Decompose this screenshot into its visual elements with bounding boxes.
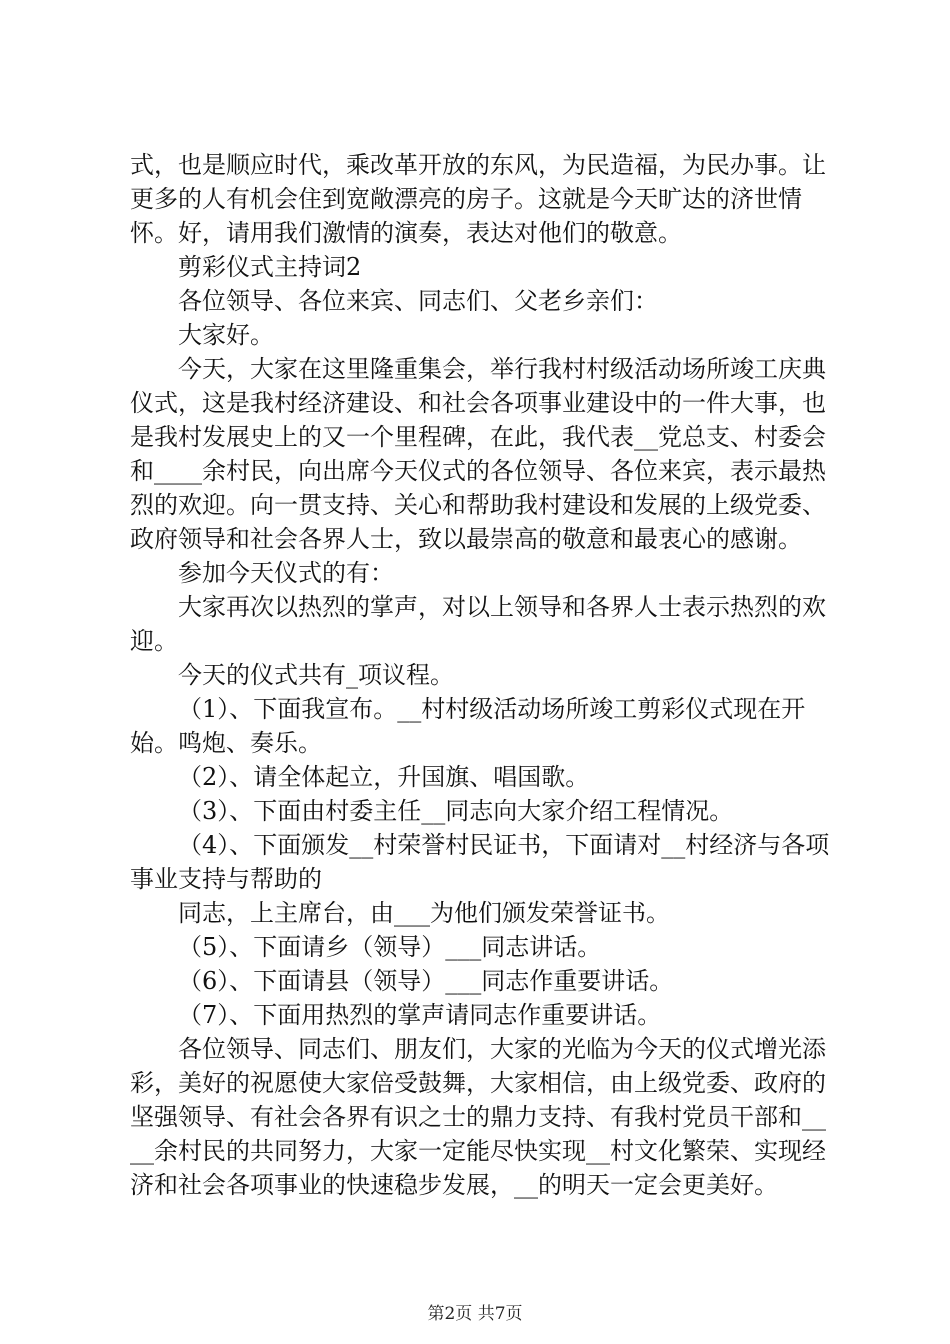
paragraph-applause: 大家再次以热烈的掌声，对以上领导和各界人士表示热烈的欢迎。 (130, 593, 826, 655)
agenda-item-4-continued: 同志，上主席台，由___为他们颁发荣誉证书。 (178, 899, 670, 927)
agenda-item-4: （4）、下面颁发__村荣誉村民证书，下面请对__村经济与各项事业支持与帮助的 (130, 831, 830, 893)
agenda-item-1: （1）、下面我宣布。__村村级活动场所竣工剪彩仪式现在开始。鸣炮、奏乐。 (130, 695, 806, 757)
agenda-item-5: （5）、下面请乡（领导）___同志讲话。 (178, 933, 602, 961)
page-number-footer: 第2页 共7页 (427, 1304, 523, 1324)
paragraph-opening-speech: 今天，大家在这里隆重集会，举行我村村级活动场所竣工庆典仪式，这是我村经济建设、和社会各项事业建设中的一件大事，也是我村发展史上的又一个里程碑，在此，我代表__党总支、村委会和____余村民，向出席今天仪式的各位领导、各位来宾，表示最热烈的欢迎。向一贯支持、关心和帮助我村建设和发展的上级党委、政府领导和社会各界人士，致以最崇高的敬意和最衷心的感谢。 (130, 355, 826, 553)
document-body (130, 148, 830, 1202)
section-title: 剪彩仪式主持词2 (178, 253, 362, 281)
agenda-item-6: （6）、下面请县（领导）___同志作重要讲话。 (178, 967, 674, 995)
agenda-item-3: （3）、下面由村委主任__同志向大家介绍工程情况。 (178, 797, 734, 825)
agenda-item-7: （7）、下面用热烈的掌声请同志作重要讲话。 (178, 1001, 662, 1029)
greeting: 大家好。 (178, 321, 274, 349)
paragraph-closing: 各位领导、同志们、朋友们，大家的光临为今天的仪式增光添彩，美好的祝愿使大家倍受鼓舞，大家相信，由上级党委、政府的坚强领导、有社会各界有识之士的鼎力支持、有我村党员干部和____余村民的共同努力，大家一定能尽快实现__村文化繁荣、实现经济和社会各项事业的快速稳步发展，__的明天一定会更美好。 (130, 1035, 826, 1199)
paragraph-agenda-count: 今天的仪式共有_项议程。 (178, 661, 454, 689)
salutation: 各位领导、各位来宾、同志们、父老乡亲们： (178, 287, 658, 315)
paragraph-attendees: 参加今天仪式的有： (178, 559, 394, 587)
paragraph-continued-text: 式，也是顺应时代，乘改革开放的东风，为民造福，为民办事。让更多的人有机会住到宽敞漂亮的房子。这就是今天旷达的济世情怀。好，请用我们激情的演奏，表达对他们的敬意。 (130, 151, 826, 247)
agenda-item-2: （2）、请全体起立，升国旗、唱国歌。 (178, 763, 590, 791)
